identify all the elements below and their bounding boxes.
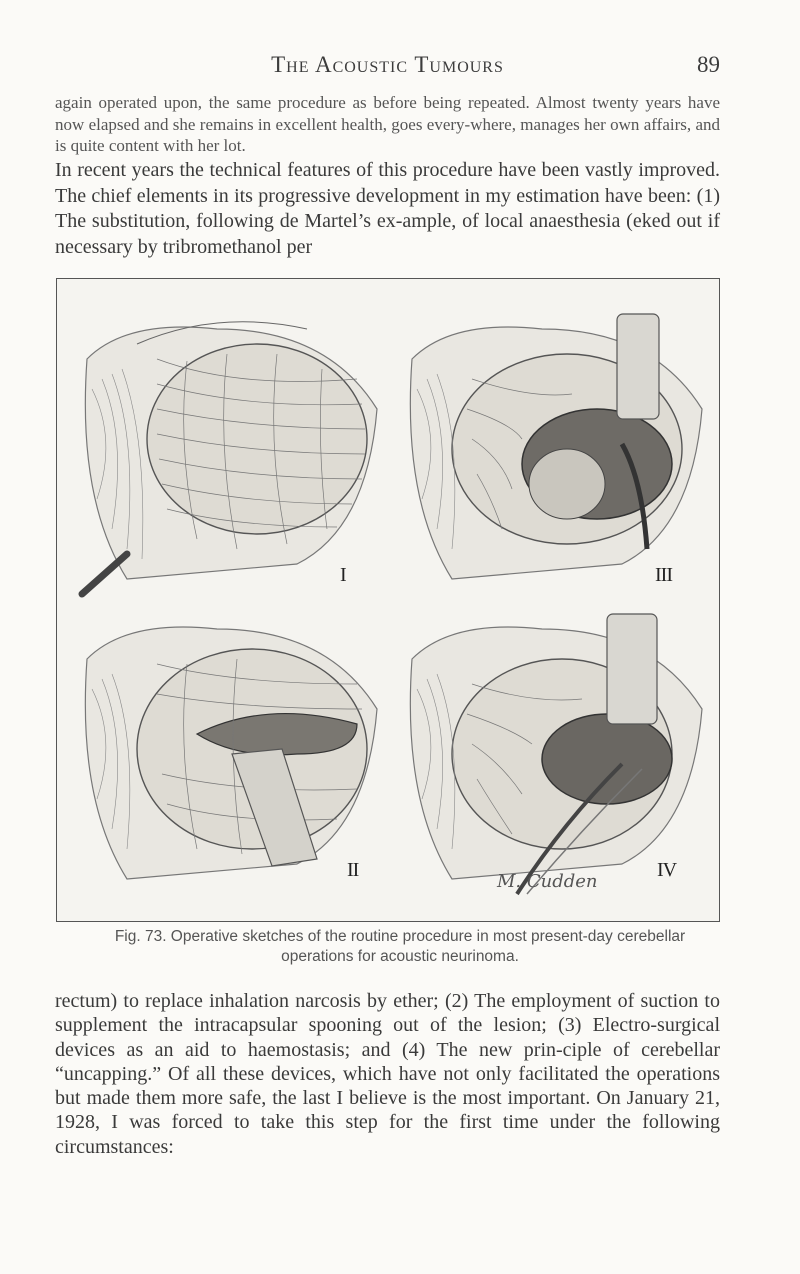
sketch-panel-1 bbox=[67, 299, 387, 599]
panel-label-2: II bbox=[347, 859, 359, 881]
panel-label-3: III bbox=[655, 564, 672, 586]
page-number: 89 bbox=[697, 52, 720, 77]
figure-caption: Fig. 73. Operative sketches of the routine procedure in most present-day cerebellar operations for acoustic neurinoma. bbox=[114, 928, 686, 965]
page-header bbox=[55, 52, 720, 86]
paragraph-rectum: rectum) to replace inhalation narcosis by ether; (2) The employment of suction to supplement the intracapsular spooning out of the lesion; (3) Electro-surgical devices as an aid to haemostasis; and (4) The new prin-ciple of cerebellar “uncapping.” Of all these devices, which have not only facilitated the operations but made them more safe, the last I believe is the most important. On January 21, 1928, I was forced to take this step for the first time under the following circumstances: bbox=[55, 990, 720, 1158]
sketch-panel-2 bbox=[67, 604, 387, 899]
artist-signature: M. Cudden bbox=[497, 871, 598, 892]
paragraph-continuation: again operated upon, the same procedure as before being repeated. Almost twenty years have now elapsed and she remains in excellent health, goes every-where, manages her own affairs, and is quite content with her lot. bbox=[55, 93, 720, 155]
panel-label-4: IV bbox=[657, 859, 677, 881]
operative-sketches-figure bbox=[56, 278, 720, 922]
sketch-panel-3 bbox=[392, 299, 712, 599]
running-title: The Acoustic Tumours bbox=[271, 52, 504, 77]
panel-label-1: I bbox=[340, 564, 346, 586]
paragraph-recent-years: In recent years the technical features of this procedure have been vastly improved. The chief elements in its progressive development in my estimation have been: (1) The substitution, following de Martel’s ex-ample, of local anaesthesia (eked out if necessary by tribromethanol per bbox=[55, 159, 720, 258]
